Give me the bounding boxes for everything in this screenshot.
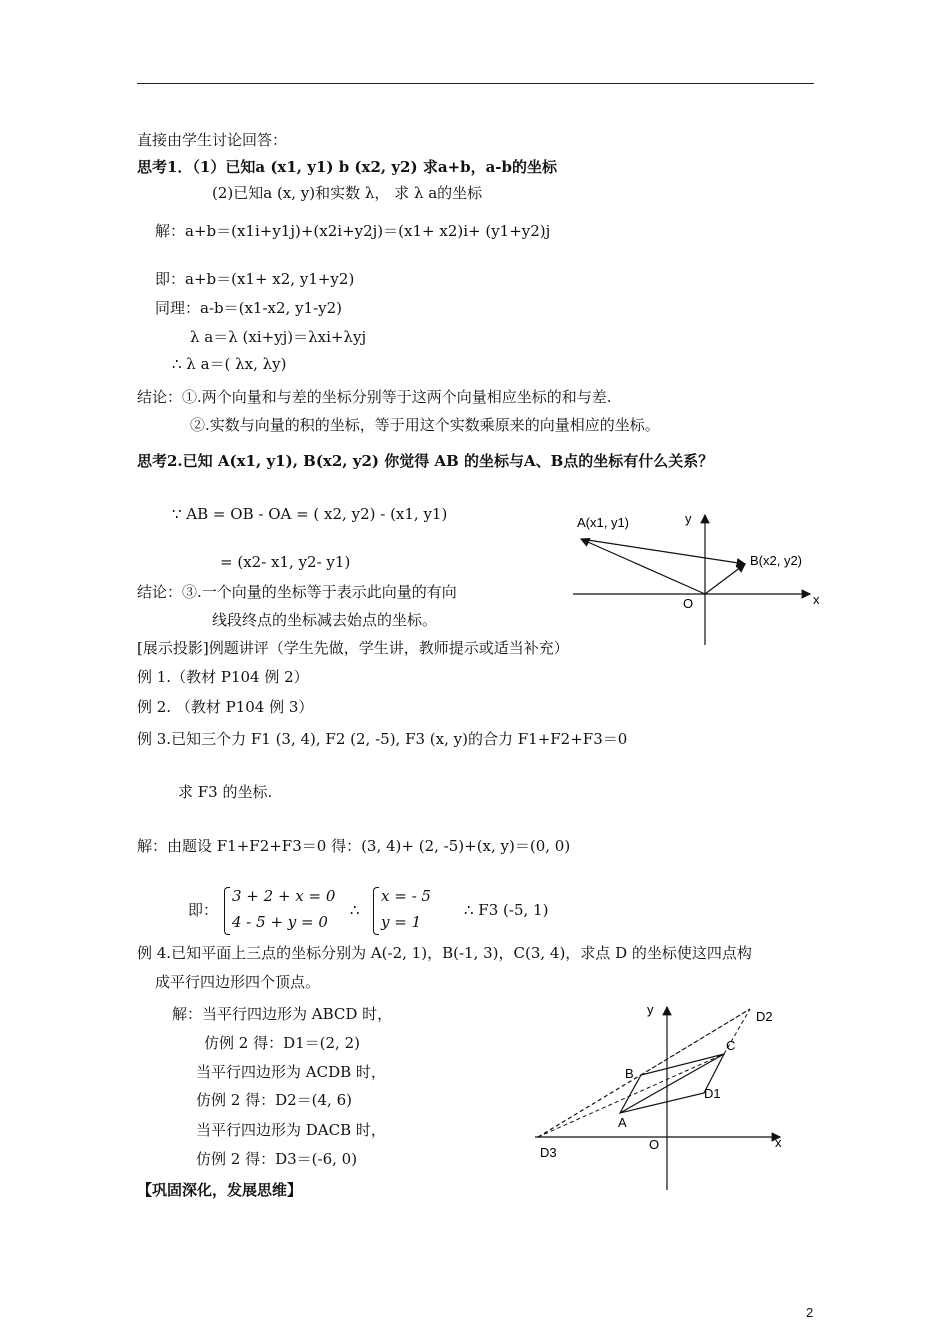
point-d2-label: D2 <box>756 1009 773 1024</box>
point-b-label: B(x2, y2) <box>750 553 803 568</box>
solution-line-3: 同理：a-b＝(x1-x2, y1-y2) <box>155 299 343 317</box>
conclusion-3a: 结论：③.一个向量的坐标等于表示此向量的有向 <box>137 583 457 601</box>
think1-line: 思考1．（1）已知a (x1, y1) b (x2, y2) 求a+b，a-b的坐标 <box>137 158 558 176</box>
solution-line-4: λ a＝λ (xi+yj)＝λxi+λyj <box>190 328 367 346</box>
point-c-label: C <box>726 1038 736 1053</box>
example-3-then: 即： <box>188 901 219 919</box>
vector-oa <box>581 539 705 594</box>
y-axis-label: y <box>647 1002 654 1017</box>
example-4-result-2: 仿例 2 得：D2＝(4, 6) <box>196 1091 352 1109</box>
conclusion-1: 结论：①.两个向量和与差的坐标分别等于这两个向量相应坐标的和与差. <box>137 388 612 406</box>
vector-figure <box>565 505 835 655</box>
example-4: 例 4.已知平面上三点的坐标分别为 A(-2, 1)，B(-1, 3)，C(3, 4)，求点 D 的坐标使这四点构 <box>137 944 752 962</box>
example-4-result-3: 仿例 2 得：D3＝(-6, 0) <box>196 1150 358 1168</box>
example-4-case-3: 当平行四边形为 DACB 时， <box>196 1121 386 1139</box>
equation-2b: y = 1 <box>381 913 422 931</box>
equation-2a: x = - 5 <box>381 887 431 905</box>
example-2: 例 2. （教材 P104 例 3） <box>137 698 314 716</box>
y-axis-label: y <box>685 511 692 526</box>
point-b-label: B <box>625 1066 634 1081</box>
think2-line: 思考2.已知 A(x1, y1), B(x2, y2) 你觉得 AB 的坐标与A、B点的坐标有什么关系？ <box>137 452 714 470</box>
example-3: 例 3.已知三个力 F1 (3, 4), F2 (2, -5), F3 (x, y)的合力 F1+F2+F3＝0 <box>137 730 628 748</box>
conclusion-2: ②.实数与向量的积的坐标，等于用这个实数乘原来的向量相应的坐标。 <box>190 416 660 434</box>
point-a-label: A(x1, y1) <box>577 515 630 530</box>
origin-label: O <box>649 1137 660 1152</box>
think1-part2: (2)已知a (x, y)和实数 λ， 求 λ a的坐标 <box>212 184 483 202</box>
solution-line-1: 解：a+b＝(x1i+y1j)+(x2i+y2j)＝(x1+ x2)i+ (y1+y2)j <box>155 222 551 240</box>
section-heading-examples: [展示投影]例题讲评（学生先做，学生讲，教师提示或适当补充） <box>137 639 569 657</box>
vector-ab-line: ∵ AB = OB - OA = ( x2, y2) - (x1, y1) <box>172 505 448 523</box>
example-3-question: 求 F3 的坐标. <box>178 783 273 801</box>
vector-ab-result: = (x2- x1, y2- y1) <box>220 553 351 571</box>
point-a-label: A <box>618 1115 627 1130</box>
equation-brace-2 <box>373 887 379 935</box>
therefore-1: ∴ <box>350 901 360 919</box>
example-4-cont: 成平行四边形四个顶点。 <box>155 973 321 991</box>
equation-1b: 4 - 5 + y = 0 <box>232 913 328 931</box>
point-d3-label: D3 <box>540 1145 557 1160</box>
equation-brace-1 <box>224 887 230 935</box>
example-3-solution: 解：由题设 F1+F2+F3＝0 得：(3, 4)+ (2, -5)+(x, y)＝(0, 0) <box>137 837 571 855</box>
vector-ob <box>705 564 745 594</box>
example-4-case-1: 解：当平行四边形为 ABCD 时， <box>172 1005 393 1023</box>
example-4-case-2: 当平行四边形为 ACDB 时， <box>196 1063 386 1081</box>
parallelogram-figure <box>530 995 800 1195</box>
example-3-answer: ∴ F3 (-5, 1) <box>464 901 549 919</box>
origin-label: O <box>683 596 694 611</box>
page-number: 2 <box>806 1305 814 1320</box>
equation-1a: 3 + 2 + x = 0 <box>232 887 336 905</box>
point-d1-label: D1 <box>704 1086 721 1101</box>
vector-ab <box>581 539 745 564</box>
header-rule <box>137 83 814 84</box>
x-axis-label: x <box>813 592 820 607</box>
intro-line: 直接由学生讨论回答： <box>137 131 288 149</box>
conclusion-3b: 线段终点的坐标减去始点的坐标。 <box>212 611 438 629</box>
x-axis-label: x <box>775 1135 782 1150</box>
solution-line-5: ∴ λ a＝( λx, λy) <box>172 355 287 373</box>
section-heading-consolidate: 【巩固深化，发展思维】 <box>137 1181 303 1199</box>
example-1: 例 1.（教材 P104 例 2） <box>137 668 309 686</box>
example-4-result-1: 仿例 2 得：D1＝(2, 2) <box>204 1034 360 1052</box>
solution-line-2: 即：a+b＝(x1+ x2, y1+y2) <box>155 270 355 288</box>
